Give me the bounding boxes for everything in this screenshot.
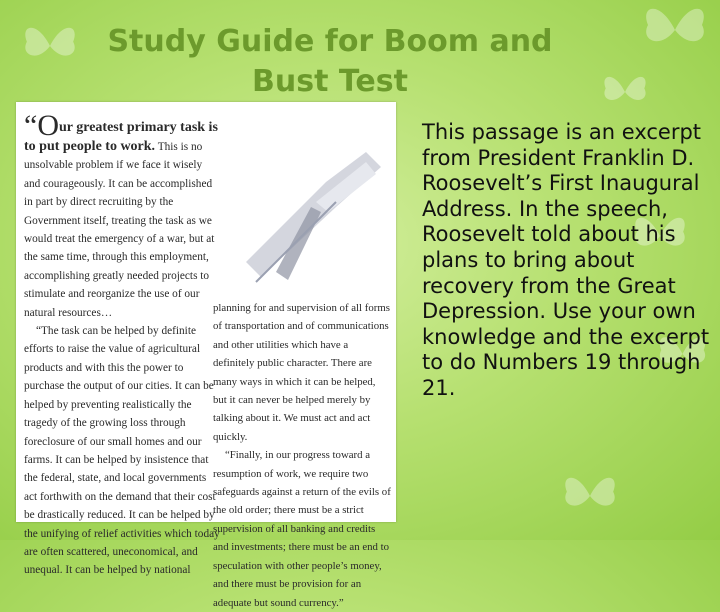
excerpt-column-2 [213,299,391,612]
slide-body-text: This passage is an excerpt from President Franklin D. Roosevelt’s First Inaugural Address. In the speech, Roosevelt told about his plans to bring about recovery from the Great Depression. Use your own knowledge and the excerpt to do Numbers 19 through 21. [422,120,710,400]
excerpt-paragraph-3: planning for and supervision of all forms of transportation and of communications and other utilities which have a definitely public character. There are many ways in which it can be helped, but it can never be helped merely by talking about it. We must act and act quickly. [213,302,390,443]
statue-illustration [216,112,391,297]
excerpt-image [16,102,396,609]
butterfly-icon [600,70,650,114]
excerpt-paragraph-2: “The task can be helped by definite efforts to raise the value of agricultural products and with this the power to purchase the output of our cities. It can be helped by preventing realistically the tragedy of the growing loss through foreclosure of our small homes and our farms. It can be helped by insistence that the federal, state, and local governments act forthwith on the demand that their cost be drastically reduced. It can be helped by the unifying of relief activities which today are often scattered, uneconomical, and unequal. It can be helped by national [24,325,220,577]
butterfly-icon [560,470,620,522]
title-line-2: Bust Test [252,64,408,99]
excerpt-open-quote: “O [24,109,59,142]
excerpt-paragraph-1 [24,109,220,322]
excerpt-paragraph-4: “Finally, in our progress toward a resumption of work, we require two safeguards against a return of the evils of the old order; there must be a strict supervision of all banking and credits and investments; there must be an end to speculation with other people’s money, and there must be provision for an adequate but sound currency.” [213,449,391,609]
butterfly-icon [20,20,80,72]
excerpt-column-1 [24,109,220,580]
excerpt-p1-rest: This is no unsolvable problem if we face it wisely and courageously. It can be accomplished in part by direct recruiting by the Government itself, treating the task as we would treat the emergency of a war, but at the same time, through this employment, accomplishing greatly needed projects to stimulate and reorganize the use of our natural resources… [24,141,215,319]
title-line-1: Study Guide for Boom and [107,24,553,59]
excerpt-lead: ur greatest primary task is to put people to work. [24,120,218,154]
butterfly-icon [640,0,710,60]
slide-title [100,22,560,102]
